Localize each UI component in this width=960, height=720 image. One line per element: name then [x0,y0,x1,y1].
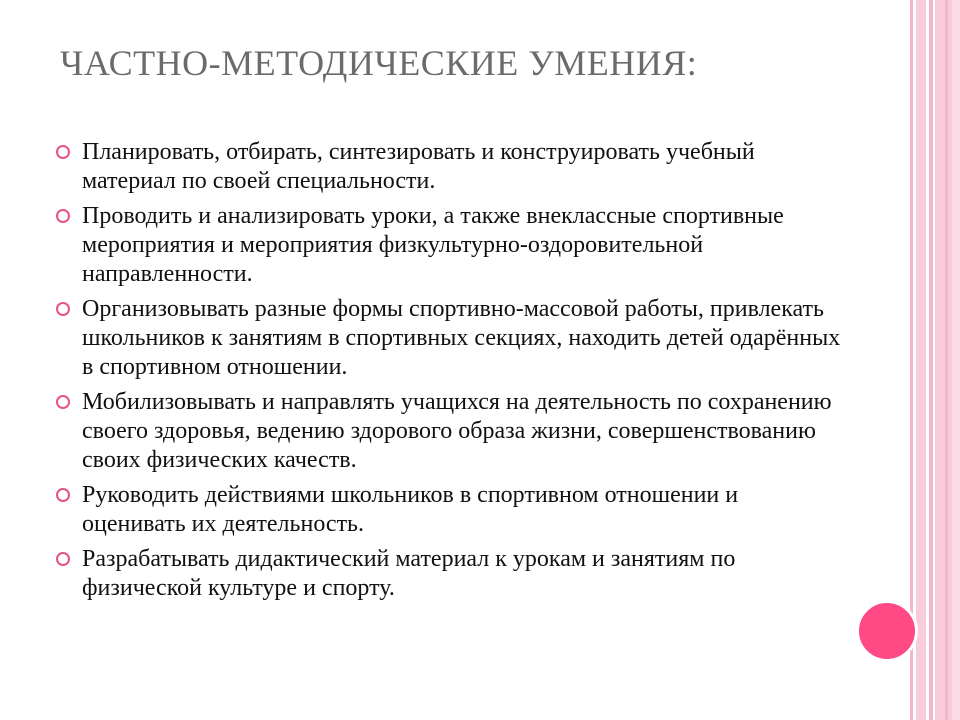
ring-bullet-icon [56,552,70,566]
ring-bullet-icon [56,488,70,502]
bullet-text: Планировать, отбирать, синтезировать и конструировать учебный материал по своей специальности. [82,139,755,194]
bullet-text: Проводить и анализировать уроки, а также внеклассные спортивные мероприятия и мероприятия физкультурно-оздоровительной направленности. [82,203,784,287]
slide-title: ЧАСТНО-МЕТОДИЧЕСКИЕ УМЕНИЯ: [60,43,698,83]
bullet-text: Организовывать разные формы спортивно-массовой работы, привлекать школьников к занятиям в спортивных секциях, находить детей одарённых в спортивном отношении. [82,296,841,380]
bullet-item [56,138,846,196]
accent-circle-icon [856,600,918,662]
decorative-stripe [916,0,926,720]
bullet-item [56,481,846,539]
bullet-item [56,388,846,475]
decorative-stripe [952,0,960,720]
bullet-item [56,295,846,382]
bullet-text: Руководить действиями школьников в спортивном отношении и оценивать их деятельность. [82,482,739,537]
bullet-item [56,545,846,603]
bullet-list [56,138,846,609]
ring-bullet-icon [56,209,70,223]
decorative-stripe [929,0,933,720]
bullet-text: Мобилизовывать и направлять учащихся на деятельность по сохранению своего здоровья, ведению здорового образа жизни, совершенствованию своих физических качеств. [82,389,832,473]
ring-bullet-icon [56,145,70,159]
ring-bullet-icon [56,395,70,409]
decorative-stripe [945,0,948,720]
bullet-item [56,202,846,289]
ring-bullet-icon [56,302,70,316]
bullet-text: Разрабатывать дидактический материал к урокам и занятиям по физической культуре и спорту. [82,546,736,601]
